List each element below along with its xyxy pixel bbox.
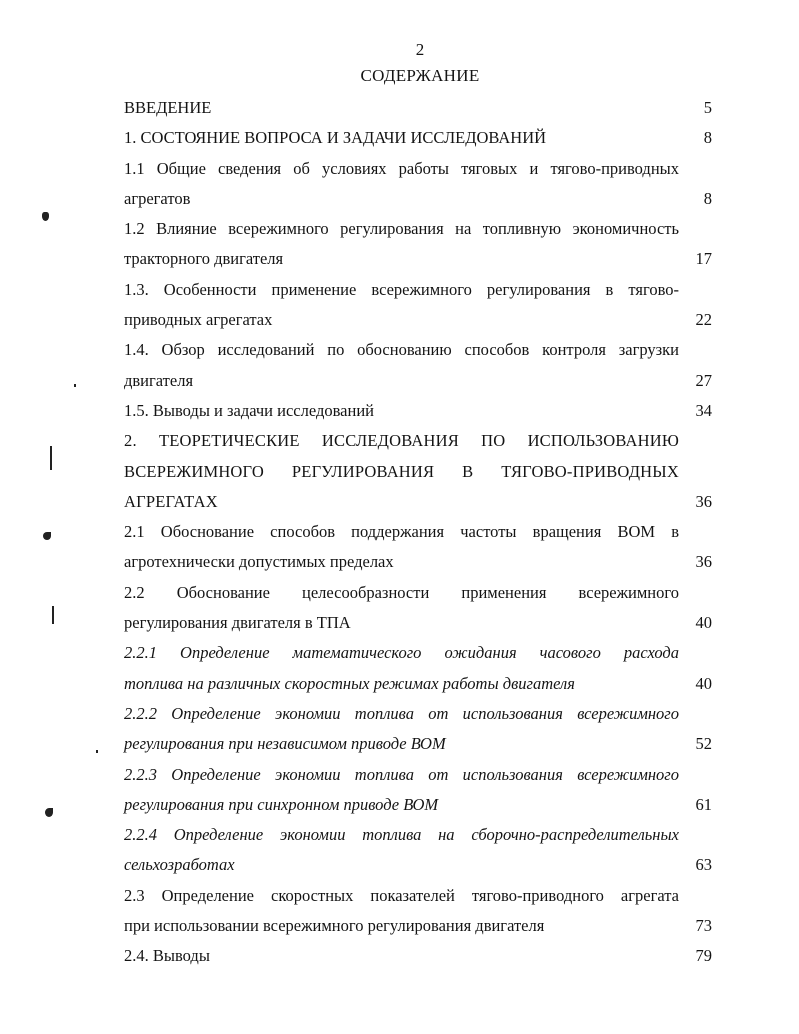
toc-entry [124,93,712,123]
toc-entry [124,154,712,215]
toc-entry-text: 2.1 Обоснование способов поддержания частоты вращения ВОМ в [124,522,679,542]
toc-page-number: 8 [703,188,712,208]
toc-entry-text: 2.2.1 Определение математического ожидания часового расхода [124,643,679,663]
toc-line [124,578,712,608]
toc-line [124,699,712,729]
toc-line [124,911,712,941]
toc-entry-text: 1. СОСТОЯНИЕ ВОПРОСА И ЗАДАЧИ ИССЛЕДОВАНИЙ [124,128,547,148]
toc-page-number: 17 [695,249,712,269]
toc-entry [124,638,712,699]
toc-entry-text: сельхозработах [124,855,235,875]
page-number: 2 [415,40,425,59]
toc-entry-text: 1.3. Особенности применение всережимного регулирования в тягово- [124,279,679,299]
toc-entry-text: при использовании всережимного регулирования двигателя [124,916,545,936]
toc-line [124,184,712,214]
scan-mark [45,808,53,817]
toc-line [124,93,712,123]
toc-line [124,335,712,365]
toc-entry [124,396,712,426]
toc-line [124,366,712,396]
scan-mark [74,384,76,387]
toc-page-number: 8 [703,128,712,148]
toc-entry [124,881,712,942]
toc-line [124,426,712,456]
toc-page-number: 40 [695,673,712,693]
toc-entry-text: ВСЕРЕЖИМНОГО РЕГУЛИРОВАНИЯ В ТЯГОВО-ПРИВОДНЫХ [124,461,679,481]
toc-page-number: 27 [695,370,712,390]
toc-entry [124,335,712,396]
toc-entry-text: 2.2.4 Определение экономии топлива на сборочно-распределительных [124,825,679,845]
toc-line [124,154,712,184]
toc-entry-text: АГРЕГАТАХ [124,491,218,511]
toc-page-number: 22 [695,310,712,330]
toc-entry [124,699,712,760]
toc-page-number: 34 [695,400,712,420]
toc-page-number: 63 [695,855,712,875]
toc-entry-text: 1.5. Выводы и задачи исследований [124,400,374,420]
toc-line [124,669,712,699]
toc-line [124,305,712,335]
toc-entry-text: топлива на различных скоростных режимах работы двигателя [124,673,575,693]
toc-entry-text: ВВЕДЕНИЕ [124,98,212,117]
toc-line [124,396,712,426]
toc-entry-text: 1.2 Влияние всережимного регулирования на топливную экономичность [124,219,679,239]
toc-line [124,760,712,790]
toc-entry [124,760,712,821]
toc-page-number: 52 [695,734,712,754]
toc-page-number: 73 [695,916,712,936]
toc-line [124,608,712,638]
toc-entry-text: 2.4. Выводы [124,946,210,966]
toc-entry-text: агротехнически допустимых пределах [124,552,394,572]
toc-entry-text: 2. ТЕОРЕТИЧЕСКИЕ ИССЛЕДОВАНИЯ ПО ИСПОЛЬЗОВАНИЮ [124,431,679,451]
toc-page-number: 5 [703,98,712,117]
page-title: СОДЕРЖАНИЕ [360,66,480,85]
toc-line [124,941,712,971]
toc-line [124,850,712,880]
toc-page-number: 36 [695,552,712,572]
toc-entry-text: 2.2.3 Определение экономии топлива от использования всережимного [124,764,679,784]
toc-entry [124,941,712,971]
toc-page-number: 36 [695,491,712,511]
toc-entry-text: регулирования при синхронном приводе ВОМ [124,794,439,814]
toc-line [124,123,712,153]
toc-entry [124,214,712,275]
toc-entry-text: агрегатов [124,188,191,208]
toc-line [124,729,712,759]
toc-line [124,547,712,577]
toc-line [124,275,712,305]
toc-page-number: 79 [695,946,712,966]
scan-mark [43,532,51,540]
scan-mark [50,446,52,470]
toc-entry [124,426,712,517]
toc-entry-text: регулирования при независимом приводе ВОМ [124,734,446,754]
scan-mark [52,606,54,624]
toc-line [124,517,712,547]
toc-line [124,244,712,274]
toc-line [124,790,712,820]
toc-entry [124,123,712,153]
toc-entry-text: двигателя [124,370,194,390]
toc-entry-text: 2.3 Определение скоростных показателей тягово-приводного агрегата [124,885,679,905]
toc-entry-text: тракторного двигателя [124,249,284,269]
toc-entry-text: приводных агрегатах [124,310,273,330]
toc-page-number: 61 [695,794,712,814]
toc-entry [124,517,712,578]
toc-entry-text: 1.1 Общие сведения об условиях работы тяговых и тягово-приводных [124,158,679,178]
toc-entry-text: 2.2 Обоснование целесообразности применения всережимного [124,582,679,602]
toc-line [124,214,712,244]
toc-line [124,820,712,850]
toc-line [124,881,712,911]
toc-entry [124,578,712,639]
toc-line [124,487,712,517]
toc-entry [124,275,712,336]
scan-mark [96,750,98,753]
toc-entry-text: 2.2.2 Определение экономии топлива от использования всережимного [124,703,679,723]
table-of-contents [124,93,712,972]
toc-entry [124,820,712,881]
toc-line [124,638,712,668]
scan-mark [42,212,49,221]
toc-entry-text: 1.4. Обзор исследований по обоснованию способов контроля загрузки [124,340,679,360]
toc-page-number: 40 [695,613,712,633]
toc-entry-text: регулирования двигателя в ТПА [124,613,351,633]
toc-line [124,457,712,487]
